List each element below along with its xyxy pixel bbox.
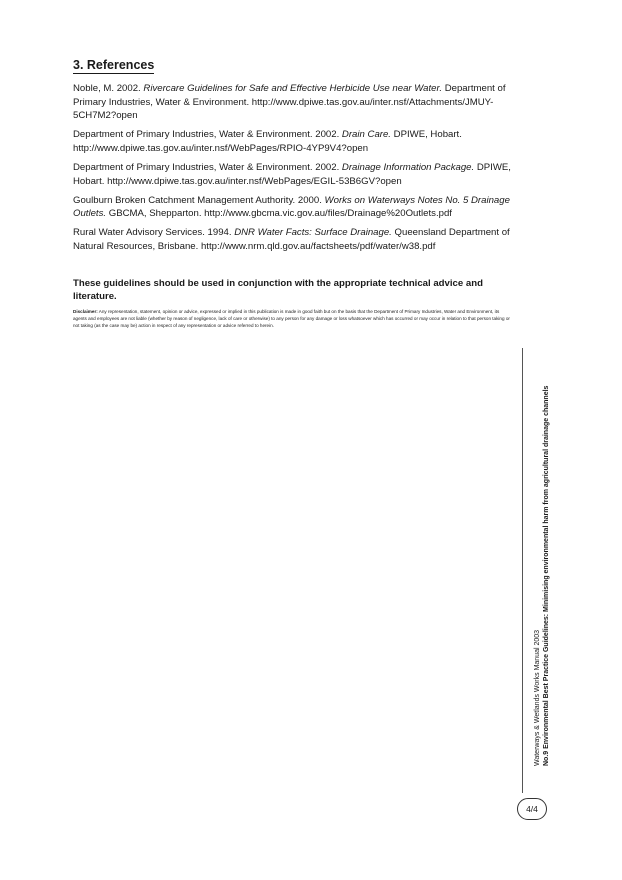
reference-item: Noble, M. 2002. Rivercare Guidelines for Safe and Effective Herbicide Use near Water. Department of Primary Industries, Water & Environment. http://www.dpiwe.tas.gov.au/inter.nsf/Attachments/JMUY-5CH7M2?open [73, 83, 506, 122]
sidebar-running-title [533, 376, 551, 766]
disclaimer-text: Any representation, statement, opinion or advice, expressed or implied in this publication is made in good faith but on the basis that the Department of Primary Industries, Water and Environment, its agents and employees are not liable (whether by reason of negligence, lack of care or otherwise) to any person for any damage or loss whatsoever which has occurred or may occur in relation to that person taking or not taking (as the case may be) action in respect of any representation or advice referred to herein. [73, 308, 510, 329]
reference-item: Goulburn Broken Catchment Management Authority. 2000. Works on Waterways Notes No. 5 Drainage Outlets. GBCMA, Shepparton. http://www.gbcma.vic.gov.au/files/Drainage%20Outlets.pdf [73, 194, 510, 220]
sidebar-guideline-title: No.9 Environmental Best Practice Guidelines: Minimising environmental harm from agricultural drainage channels [543, 385, 550, 766]
reference-item: Department of Primary Industries, Water & Environment. 2002. Drain Care. DPIWE, Hobart. http://www.dpiwe.tas.gov.au/inter.nsf/WebPages/RPIO-4YP9V4?open [73, 129, 462, 154]
reference-item: Rural Water Advisory Services. 1994. DNR Water Facts: Surface Drainage. Queensland Department of Natural Resources, Brisbane. http://www.nrm.qld.gov.au/factsheets/pdf/water/w38.pdf [73, 227, 510, 252]
page-number: 4/4 [517, 798, 547, 820]
sidebar-manual-title: Waterways & Wetlands Works Manual 2003 [534, 629, 541, 766]
disclaimer [73, 308, 513, 330]
references-heading: 3. References [73, 58, 155, 72]
reference-item: Department of Primary Industries, Water & Environment. 2002. Drainage Information Package. DPIWE, Hobart. http://www.dpiwe.tas.gov.au/inter.nsf/WebPages/EGIL-53B6GV?open [73, 161, 511, 187]
guidance-note: These guidelines should be used in conjunction with the appropriate technical advice and literature. [73, 277, 483, 302]
references-list [73, 82, 513, 254]
main-content [73, 56, 513, 330]
sidebar-divider [522, 348, 523, 793]
disclaimer-label: Disclaimer: [73, 308, 98, 314]
